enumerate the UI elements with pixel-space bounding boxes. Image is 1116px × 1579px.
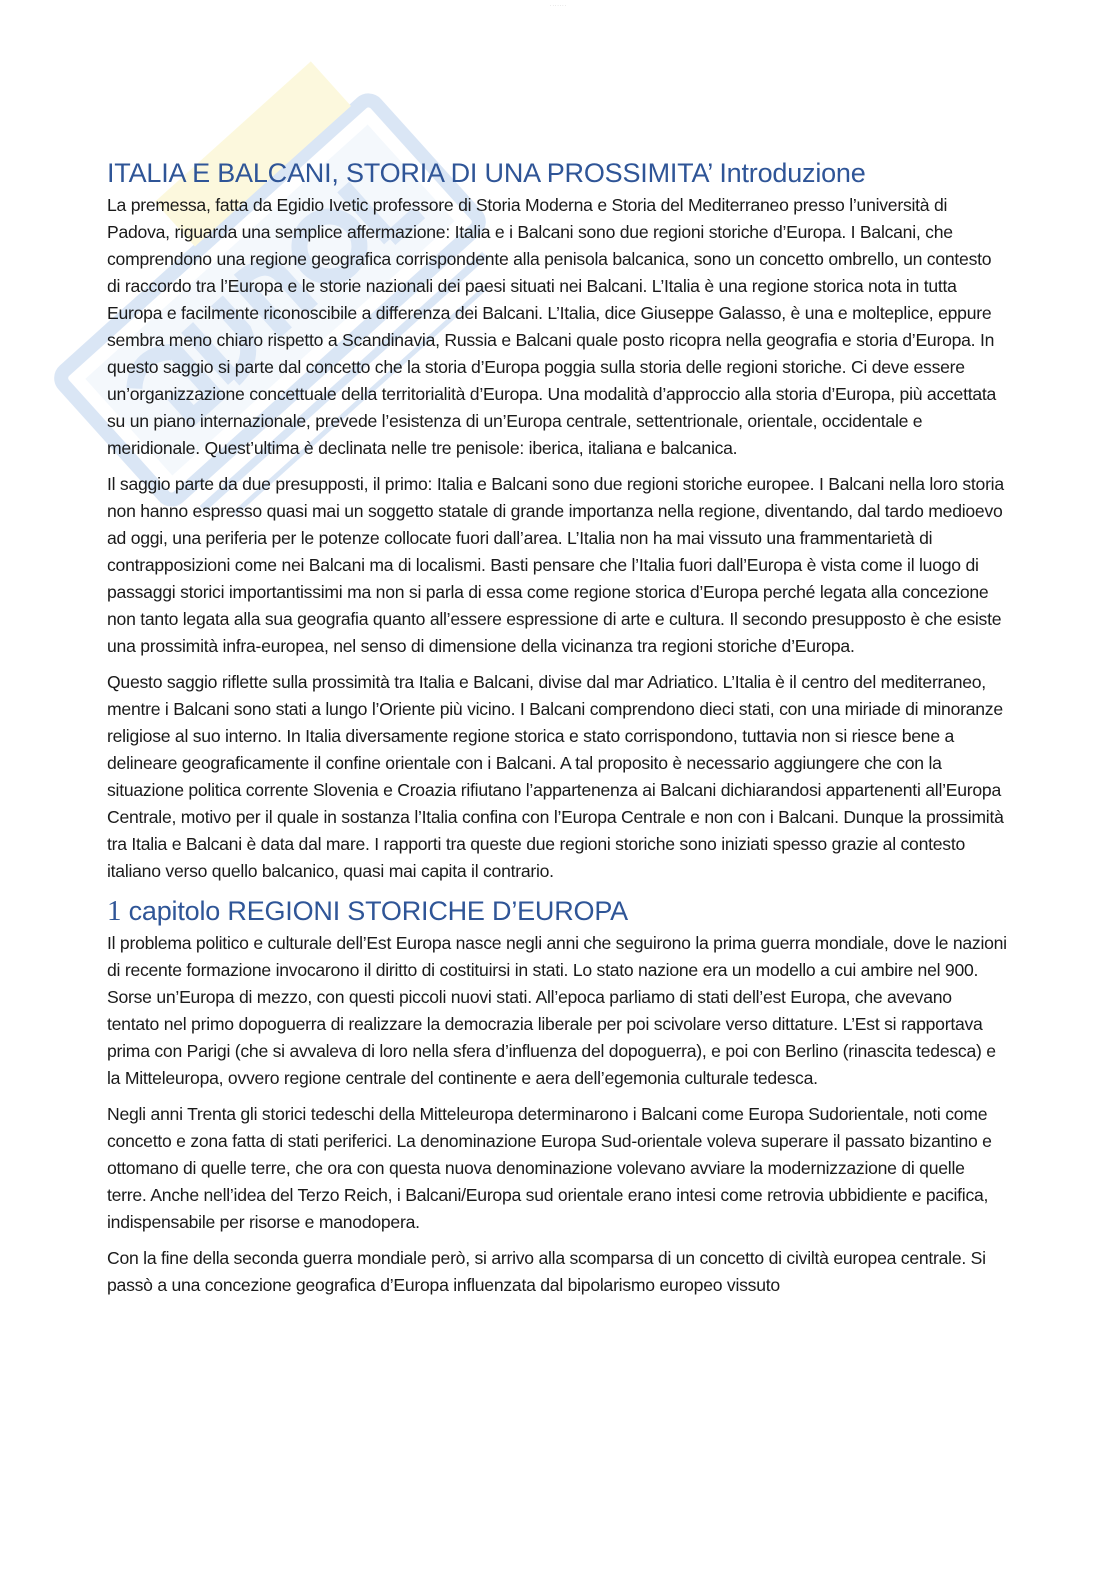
chapter-1-paragraph-1: Il problema politico e culturale dell’Est Europa nasce negli anni che seguirono la prima guerra mondiale, dove le nazioni di recente formazione invocarono il diritto di costituirsi in stati. Lo stato nazione era un modello a cui ambire nel 900. Sorse un’Europa di mezzo, con questi piccoli nuovi stati. All’epoca parliamo di stati dell’est Europa, che avevano tentato nel primo dopoguerra di realizzare la democrazia liberale per poi scivolare verso dittature. L’Est si rapportava prima con Parigi (che si avvaleva di loro nella sfera d’influenza del dopoguerra), e poi con Berlino (rinascita tedesca) e la Mitteleuropa, ovvero regione centrale del continente e aera dell’egemonia culturale tedesca. — [107, 933, 1007, 1088]
intro-heading: ITALIA E BALCANI, STORIA DI UNA PROSSIMITA’ Introduzione — [107, 158, 866, 188]
document-body — [107, 156, 1007, 1308]
chapter-1-paragraph-3: Con la fine della seconda guerra mondiale però, si arrivo alla scomparsa di un concetto di civiltà europea centrale. Si passò a una concezione geografica d’Europa influenzata dal bipolarismo europeo vissuto — [107, 1248, 986, 1295]
intro-paragraph-3: Questo saggio riflette sulla prossimità tra Italia e Balcani, divise dal mar Adriatico. L’Italia è il centro del mediterraneo, mentre i Balcani sono stati a lungo l’Oriente più vicino. I Balcani comprendono dieci stati, con una miriade di minoranze religiose al suo interno. In Italia diversamente regione storica e stato corrispondono, tuttavia non si riesce bene a delineare geograficamente il confine orientale con i Balcani. A tal proposito è necessario aggiungere che con la situazione politica corrente Slovenia e Croazia rifiutano l’appartenenza ai Balcani dichiarandosi appartenenti all’Europa Centrale, motivo per il quale in sostanza l’Italia confina con l’Europa Centrale e non con i Balcani. Dunque la prossimità tra Italia e Balcani è data dal mare. I rapporti tra queste due regioni storiche sono iniziati spesso grazie al contesto italiano verso quello balcanico, quasi mai capita il contrario. — [107, 672, 1004, 881]
page-header-mark: · · · · · · · — [550, 3, 566, 8]
chapter-1-paragraph-2: Negli anni Trenta gli storici tedeschi della Mitteleuropa determinarono i Balcani come Europa Sudorientale, noti come concetto e zona fatta di stati periferici. La denominazione Europa Sud-orientale voleva superare il passato bizantino e ottomano di quelle terre, che ora con questa nuova denominazione volevano avviare la modernizzazione di quelle terre. Anche nell’idea del Terzo Reich, i Balcani/Europa sud orientale erano intesi come retrovia ubbidiente e pacifica, indispensabile per risorse e manodopera. — [107, 1104, 992, 1232]
chapter-number: 1 — [107, 895, 122, 927]
chapter-title: capitolo REGIONI STORICHE D’EUROPA — [128, 896, 628, 926]
intro-paragraph-1: La premessa, fatta da Egidio Ivetic professore di Storia Moderna e Storia del Mediterraneo presso l’università di Padova, riguarda una semplice affermazione: Italia e i Balcani sono due regioni storiche d’Europa. I Balcani, che comprendono una regione geografica corrispondente alla penisola balcanica, sono un concetto ombrello, un contesto di raccordo tra l’Europa e le storie nazionali dei paesi situati nei Balcani. L’Italia è una regione storica nota in tutta Europa e facilmente riconoscibile a differenza dei Balcani. L’Italia, dice Giuseppe Galasso, è una e molteplice, eppure sembra meno chiaro rispetto a Scandinavia, Russia e Balcani quale posto ricopra nella geografia e storia d’Europa. In questo saggio si parte dal concetto che la storia d’Europa poggia sulla storia delle regioni storiche. Ci deve essere un’organizzazione concettuale della territorialità d’Europa. Una modalità d’approccio alla storia d’Europa, più accettata su un piano internazionale, prevede l’esistenza di un’Europa centrale, settentrionale, orientale, occidentale e meridionale. Quest’ultima è declinata nelle tre penisole: iberica, italiana e balcanica. — [107, 195, 997, 458]
intro-paragraph-2: Il saggio parte da due presupposti, il primo: Italia e Balcani sono due regioni storiche europee. I Balcani nella loro storia non hanno espresso quasi mai un soggetto statale di grande importanza nella regione, diventando, dal tardo medioevo ad oggi, una periferia per le potenze collocate fuori dall’area. L’Italia non ha mai vissuto una frammentarietà di contrapposizioni come nei Balcani ma di localismi. Basti pensare che l’Italia fuori dall’Europa è vista come il luogo di passaggi storici importantissimi ma non si parla di essa come regione storica d’Europa perché legata alla concezione non tanto legata alla sua geografia quanto all’essere espressione di arte e cultura. Il secondo presupposto è che esiste una prossimità infra-europea, nel senso di dimensione della vicinanza tra regioni storiche d’Europa. — [107, 474, 1004, 656]
chapter-1-heading — [107, 894, 1007, 928]
